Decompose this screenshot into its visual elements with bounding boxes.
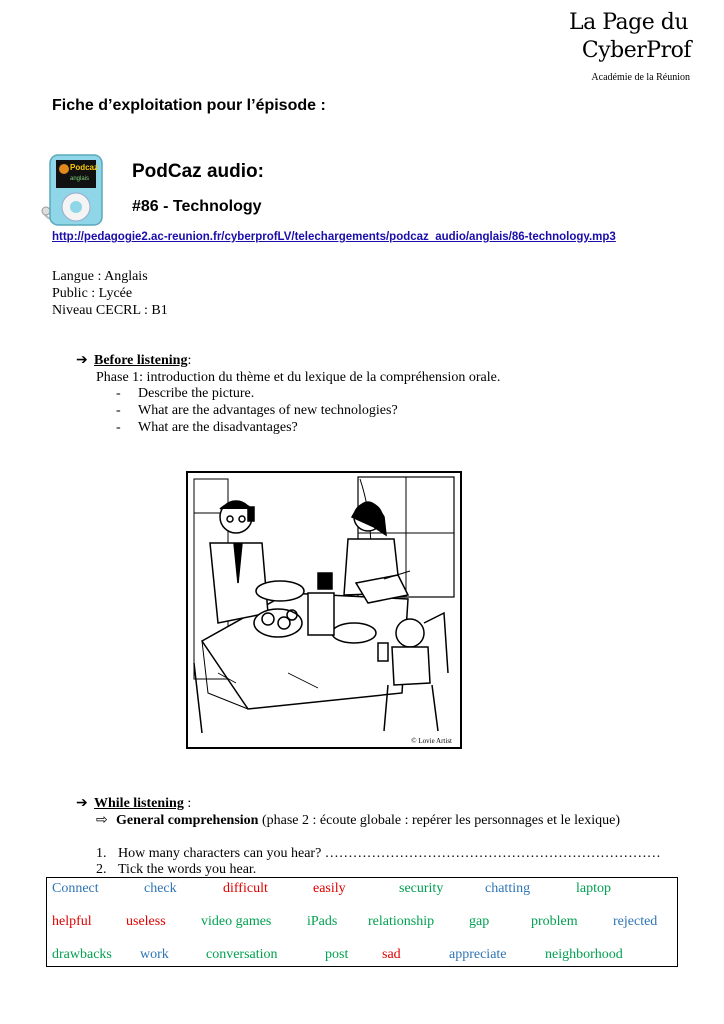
arrow-right-icon: ➔ — [76, 796, 88, 811]
hollow-arrow-icon: ⇨ — [96, 813, 108, 828]
question-1: 1. How many characters can you hear? ……………………………………………………………… — [96, 846, 661, 861]
word-item[interactable]: gap — [469, 914, 490, 929]
word-item[interactable]: sad — [382, 947, 401, 962]
episode-link[interactable]: http://pedagogie2.ac-reunion.fr/cyberprofLV/telechargements/podcaz_audio/anglais/86-technology.mp3 — [52, 231, 616, 243]
meta-niveau: Niveau CECRL : B1 — [52, 303, 168, 318]
question-item: - Describe the picture. — [116, 386, 255, 401]
general-comprehension: ⇨ General comprehension (phase 2 : écoute globale : repérer les personnages et le lexique) — [96, 813, 620, 828]
logo-text: Podcaz — [70, 163, 99, 172]
phase-1-text: Phase 1: introduction du thème et du lexique de la compréhension orale. — [96, 370, 501, 385]
word-item[interactable]: post — [325, 947, 349, 962]
cartoon-illustration — [186, 471, 462, 749]
word-item[interactable]: security — [399, 881, 444, 896]
brand-title-line1: La Page du — [569, 10, 688, 35]
word-item[interactable]: Connect — [52, 881, 99, 896]
before-listening-heading: ➔ Before listening: — [76, 353, 192, 368]
fiche-title: Fiche d’exploitation pour l’épisode : — [52, 97, 326, 114]
meta-public: Public : Lycée — [52, 286, 133, 301]
cartoon-signature: © Lovie Artist — [411, 737, 452, 745]
word-item[interactable]: laptop — [576, 881, 611, 896]
episode-title: #86 - Technology — [132, 198, 262, 215]
word-item[interactable]: neighborhood — [545, 947, 623, 962]
word-item[interactable]: rejected — [613, 914, 658, 929]
question-item: - What are the advantages of new technologies? — [116, 403, 398, 418]
while-listening-heading: ➔ While listening : — [76, 796, 192, 811]
word-item[interactable]: video games — [201, 914, 272, 929]
word-item[interactable]: useless — [126, 914, 166, 929]
word-item[interactable]: conversation — [206, 947, 278, 962]
question-2: 2. Tick the words you hear. — [96, 862, 257, 877]
arrow-right-icon: ➔ — [76, 353, 88, 368]
question-item: - What are the disadvantages? — [116, 420, 298, 435]
brand-subtitle: Académie de la Réunion — [591, 72, 690, 83]
word-item[interactable]: drawbacks — [52, 947, 112, 962]
word-item[interactable]: problem — [531, 914, 578, 929]
word-item[interactable]: relationship — [368, 914, 435, 929]
word-item[interactable]: chatting — [485, 881, 531, 896]
word-item[interactable]: helpful — [52, 914, 92, 929]
word-list-box — [46, 877, 678, 967]
word-item[interactable]: work — [140, 947, 169, 962]
logo-subtext: anglais — [70, 176, 90, 182]
word-item[interactable]: appreciate — [449, 947, 507, 962]
podcast-logo — [40, 153, 116, 227]
word-item[interactable]: iPads — [307, 914, 338, 929]
podcast-title: PodCaz audio: — [132, 161, 264, 182]
meta-langue: Langue : Anglais — [52, 269, 148, 284]
word-item[interactable]: easily — [313, 881, 346, 896]
word-item[interactable]: check — [144, 881, 177, 896]
word-item[interactable]: difficult — [223, 881, 268, 896]
brand-title-line2: CyberProf — [581, 38, 691, 63]
